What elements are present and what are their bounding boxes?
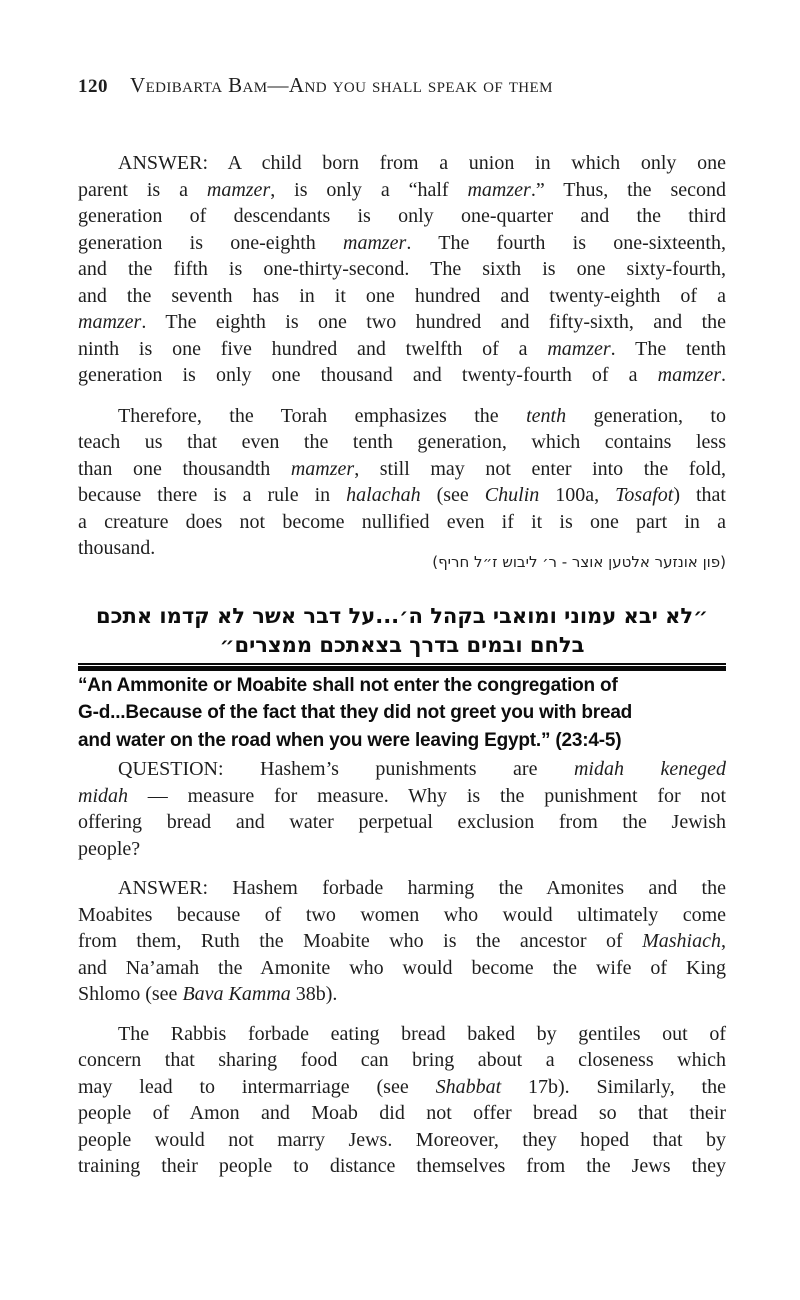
text-line: generation is one-eighth mamzer. The fourth is one-sixteenth, (78, 231, 726, 254)
verse-translation-heading (78, 672, 726, 755)
text-line: generation is only one thousand and twenty-fourth of a mamzer. (78, 364, 726, 386)
hebrew-verse-line: ״לא יבא עמוני ומואבי בקהל ה׳...על דבר אשר לא קדמו אתכם (95, 603, 709, 628)
italic-term: mamzer (657, 364, 721, 386)
text-line: midah — measure for measure. Why is the punishment for not (78, 784, 726, 807)
text-line: from them, Ruth the Moabite who is the ancestor of Mashiach, (78, 930, 726, 952)
italic-term: Tosafot (615, 484, 674, 506)
text-line: Moabites because of two women who would ultimately come (78, 903, 726, 926)
section-divider-bar (78, 666, 726, 671)
paragraph-therefore (78, 403, 726, 562)
text-line: than one thousandth mamzer, still may not enter into the fold, (78, 457, 727, 480)
italic-term: Chulin (484, 484, 540, 506)
page-number: 120 (78, 76, 108, 97)
text-line: offering bread and water perpetual exclusion from the Jewish (78, 811, 726, 833)
paragraph-question (78, 756, 726, 862)
text-line: ninth is one five hundred and twelfth of a mamzer. The tenth (78, 337, 726, 360)
paragraph-answer-mamzer (78, 150, 726, 389)
text-line: people? (78, 837, 141, 860)
text-line: Therefore, the Torah emphasizes the tenth generation, to (118, 404, 726, 427)
italic-term: tenth (526, 404, 567, 427)
verse-translation-line: and water on the road when you were leaving Egypt.” (23:4-5) (78, 729, 622, 751)
text-line: because there is a rule in halachah (see Chulin 100a, Tosafot) that (78, 484, 726, 506)
paragraph-answer-ammonite (78, 875, 726, 1008)
text-line: training their people to distance themselves from the Jews they (78, 1155, 726, 1177)
page-header (78, 72, 726, 100)
italic-term: midah (78, 784, 128, 807)
hebrew-verse-line: בלחם ובמים בדרך בצאתכם ממצרים״ (219, 632, 585, 657)
paragraph-rabbis-bread (78, 1021, 726, 1180)
text-line: QUESTION: Hashem’s punishments are midah keneged (118, 758, 726, 780)
verse-translation-line: “An Ammonite or Moabite shall not enter the congregation of (78, 674, 618, 696)
italic-term: mamzer (78, 311, 142, 333)
italic-term: Shabbat (435, 1075, 502, 1098)
text-line: ANSWER: Hashem forbade harming the Amonites and the (118, 877, 726, 899)
italic-term: Mashiach (642, 930, 721, 952)
italic-term: mamzer (547, 337, 611, 360)
italic-term: halachah (346, 484, 421, 506)
italic-term: mamzer (290, 457, 355, 480)
hebrew-verse-heading (78, 602, 726, 660)
text-line: and the seventh has in it one hundred and twenty-eighth of a (78, 284, 726, 307)
running-title: Vedibarta Bam—And you shall speak of them (130, 73, 553, 97)
source-attribution: (פון אונזער אלטען אוצר - ר׳ ליבוש ז״ל חריף) (432, 552, 726, 571)
italic-term: mamzer (467, 178, 531, 201)
text-line: parent is a mamzer, is only a “half mamzer.” Thus, the second (78, 178, 726, 201)
section-divider-rule (78, 663, 726, 671)
italic-term: mamzer (343, 231, 407, 254)
text-line: a creature does not become nullified even if it is one part in a (78, 510, 726, 533)
text-line: people of Amon and Moab did not offer bread so that their (78, 1102, 726, 1124)
italic-term: Bava Kamma (182, 983, 291, 1005)
italic-term: midah keneged (573, 758, 726, 780)
italic-term: mamzer (206, 178, 271, 201)
text-line: people would not marry Jews. Moreover, they hoped that by (78, 1128, 726, 1151)
text-line: The Rabbis forbade eating bread baked by gentiles out of (118, 1022, 726, 1045)
text-line: and Na’amah the Amonite who would become the wife of King (78, 956, 726, 979)
text-line: Shlomo (see Bava Kamma 38b). (78, 983, 338, 1005)
text-line: generation of descendants is only one-quarter and the third (78, 205, 726, 227)
text-line: may lead to intermarriage (see Shabbat 17b). Similarly, the (78, 1075, 726, 1098)
text-line: concern that sharing food can bring about a closeness which (78, 1049, 726, 1071)
text-line: teach us that even the tenth generation, which contains less (78, 431, 726, 453)
text-line: mamzer. The eighth is one two hundred and fifty-sixth, and the (78, 311, 726, 333)
text-line: thousand. (78, 537, 156, 559)
verse-translation-line: G-d...Because of the fact that they did not greet you with bread (78, 702, 633, 723)
text-line: and the fifth is one-thirty-second. The sixth is one sixty-fourth, (78, 258, 726, 280)
text-line: ANSWER: A child born from a union in which only one (118, 152, 726, 174)
